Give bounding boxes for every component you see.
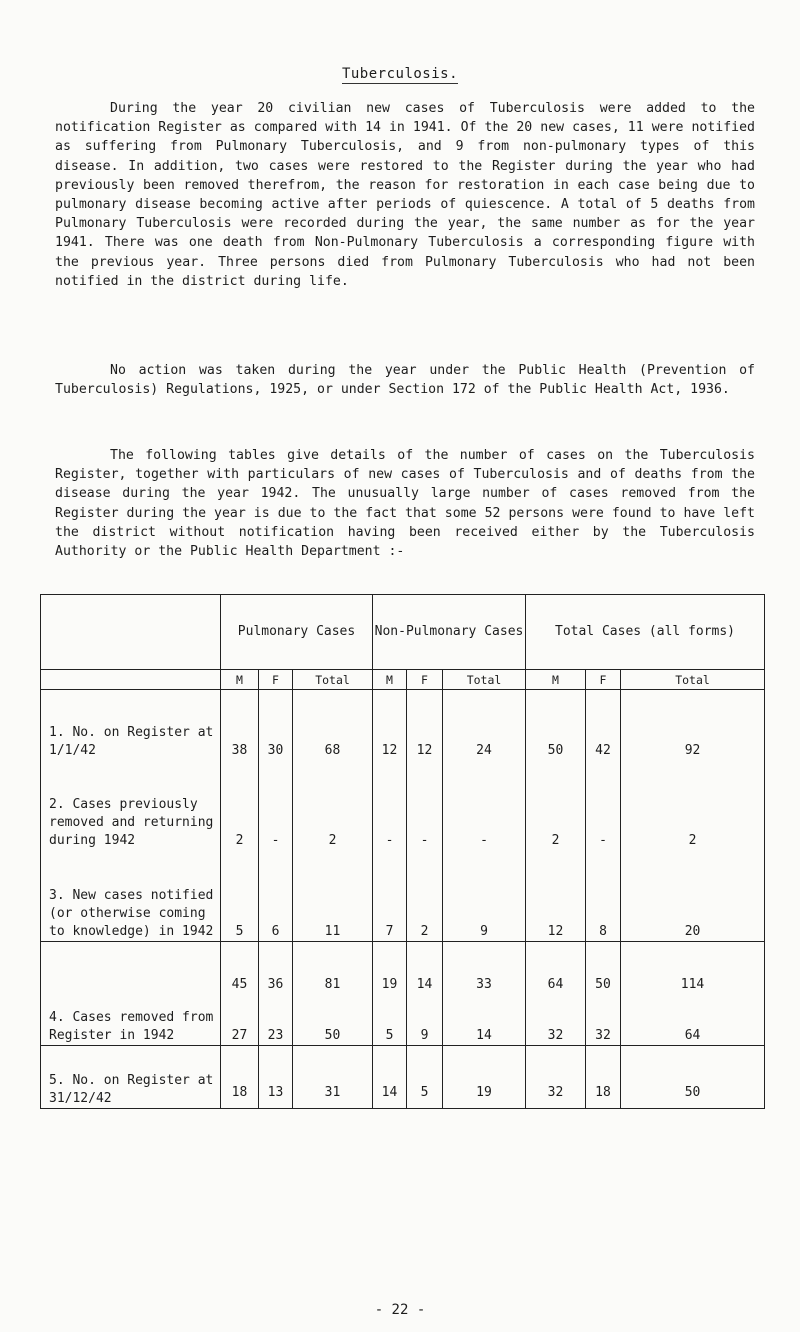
sub-total: Total bbox=[443, 670, 526, 690]
cell-value: 13 bbox=[259, 1046, 293, 1109]
header-blank bbox=[41, 595, 221, 670]
sub-f: F bbox=[586, 670, 621, 690]
cell-value: 50 bbox=[293, 994, 373, 1046]
paragraph-new-cases: During the year 20 civilian new cases of Tuberculosis were added to the notification Register as compared with 14 in 1941. Of the 20 new cases, 11 were notified as suffering from Pulmonary Tuberculosis, and 9 from non-pulmonary types of this disease. In addition, two cases were restored to the Register during the year who had previously been removed therefrom, the reason for restoration in each case being due to pulmonary disease becoming active after periods of quiescence. A total of 5 deaths from Pulmonary Tuberculosis were recorded during the year, the same number as for the year 1941. There was one death from Non-Pulmonary Tuberculosis a corresponding figure with the previous year. Three persons died from Pulmonary Tuberculosis who had not been notified in the district during life. bbox=[55, 101, 755, 289]
cell-value: 114 bbox=[621, 942, 765, 995]
cell-value: 45 bbox=[221, 942, 259, 995]
cell-value: 2 bbox=[526, 760, 586, 850]
row-label bbox=[41, 942, 221, 995]
cell-value: 11 bbox=[293, 850, 373, 942]
cell-value: 12 bbox=[373, 690, 407, 761]
page-number: - 22 - bbox=[374, 1302, 426, 1318]
row-label: 5. No. on Register at 31/12/42 bbox=[41, 1046, 221, 1109]
cell-value: 5 bbox=[407, 1046, 443, 1109]
cell-value: 50 bbox=[586, 942, 621, 995]
header-pulmonary: Pulmonary Cases bbox=[221, 595, 373, 670]
cell-value: 2 bbox=[621, 760, 765, 850]
cell-value: 14 bbox=[443, 994, 526, 1046]
cell-value: 14 bbox=[373, 1046, 407, 1109]
cell-value: 8 bbox=[586, 850, 621, 942]
cell-value: 24 bbox=[443, 690, 526, 761]
cell-value: - bbox=[407, 760, 443, 850]
cell-value: 50 bbox=[526, 690, 586, 761]
cell-value: 9 bbox=[443, 850, 526, 942]
cell-value: 32 bbox=[526, 994, 586, 1046]
table-row bbox=[41, 760, 765, 850]
cell-value: 23 bbox=[259, 994, 293, 1046]
cell-value: 92 bbox=[621, 690, 765, 761]
cell-value: 5 bbox=[373, 994, 407, 1046]
cell-value: 12 bbox=[526, 850, 586, 942]
cell-value: 18 bbox=[586, 1046, 621, 1109]
sub-f: F bbox=[259, 670, 293, 690]
cell-value: 9 bbox=[407, 994, 443, 1046]
cell-value: 33 bbox=[443, 942, 526, 995]
cell-value: 2 bbox=[407, 850, 443, 942]
table-row-subtotal bbox=[41, 942, 765, 995]
cell-value: - bbox=[586, 760, 621, 850]
cell-value: 32 bbox=[586, 994, 621, 1046]
cell-value: 20 bbox=[621, 850, 765, 942]
row-label: 1. No. on Register at 1/1/42 bbox=[41, 690, 221, 761]
cell-value: 27 bbox=[221, 994, 259, 1046]
sub-m: M bbox=[526, 670, 586, 690]
sub-f: F bbox=[407, 670, 443, 690]
sub-total: Total bbox=[621, 670, 765, 690]
sub-m: M bbox=[373, 670, 407, 690]
cell-value: 38 bbox=[221, 690, 259, 761]
row-label: 2. Cases previously removed and returning during 1942 bbox=[41, 760, 221, 850]
paragraph-table-intro: The following tables give details of the number of cases on the Tuberculosis Register, together with particulars of new cases of Tuberculosis and of deaths from the disease during the year 1942. The unusually large number of cases removed from the Register during the year is due to the fact that some 52 persons were found to have left the district without notification having been received either by the Tuberculosis Authority or the Public Health Department :- bbox=[55, 448, 755, 560]
cell-value: 12 bbox=[407, 690, 443, 761]
cell-value: - bbox=[259, 760, 293, 850]
sub-m: M bbox=[221, 670, 259, 690]
cell-value: - bbox=[443, 760, 526, 850]
table-header-groups bbox=[41, 595, 765, 670]
table-row bbox=[41, 1046, 765, 1109]
cell-value: - bbox=[373, 760, 407, 850]
sub-total: Total bbox=[293, 670, 373, 690]
cell-value: 81 bbox=[293, 942, 373, 995]
page-title: Tuberculosis. bbox=[341, 66, 459, 82]
header-total-cases: Total Cases (all forms) bbox=[526, 595, 765, 670]
table-row bbox=[41, 994, 765, 1046]
header-non-pulmonary: Non-Pulmonary Cases bbox=[373, 595, 526, 670]
cell-value: 36 bbox=[259, 942, 293, 995]
cell-value: 32 bbox=[526, 1046, 586, 1109]
header-blank bbox=[41, 670, 221, 690]
cell-value: 19 bbox=[443, 1046, 526, 1109]
table-row bbox=[41, 690, 765, 761]
cell-value: 50 bbox=[621, 1046, 765, 1109]
cell-value: 64 bbox=[621, 994, 765, 1046]
cell-value: 68 bbox=[293, 690, 373, 761]
cell-value: 30 bbox=[259, 690, 293, 761]
tuberculosis-register-table bbox=[40, 594, 765, 1109]
row-label: 4. Cases removed from Register in 1942 bbox=[41, 994, 221, 1046]
cell-value: 5 bbox=[221, 850, 259, 942]
cell-value: 7 bbox=[373, 850, 407, 942]
cell-value: 19 bbox=[373, 942, 407, 995]
cell-value: 2 bbox=[293, 760, 373, 850]
table-header-subcolumns bbox=[41, 670, 765, 690]
row-label: 3. New cases notified (or otherwise coming to knowledge) in 1942 bbox=[41, 850, 221, 942]
cell-value: 64 bbox=[526, 942, 586, 995]
table-row bbox=[41, 850, 765, 942]
cell-value: 42 bbox=[586, 690, 621, 761]
paragraph-regulations: No action was taken during the year under the Public Health (Prevention of Tuberculosis) Regulations, 1925, or under Section 172 of the Public Health Act, 1936. bbox=[55, 363, 755, 398]
cell-value: 31 bbox=[293, 1046, 373, 1109]
cell-value: 18 bbox=[221, 1046, 259, 1109]
cell-value: 2 bbox=[221, 760, 259, 850]
cell-value: 14 bbox=[407, 942, 443, 995]
cell-value: 6 bbox=[259, 850, 293, 942]
